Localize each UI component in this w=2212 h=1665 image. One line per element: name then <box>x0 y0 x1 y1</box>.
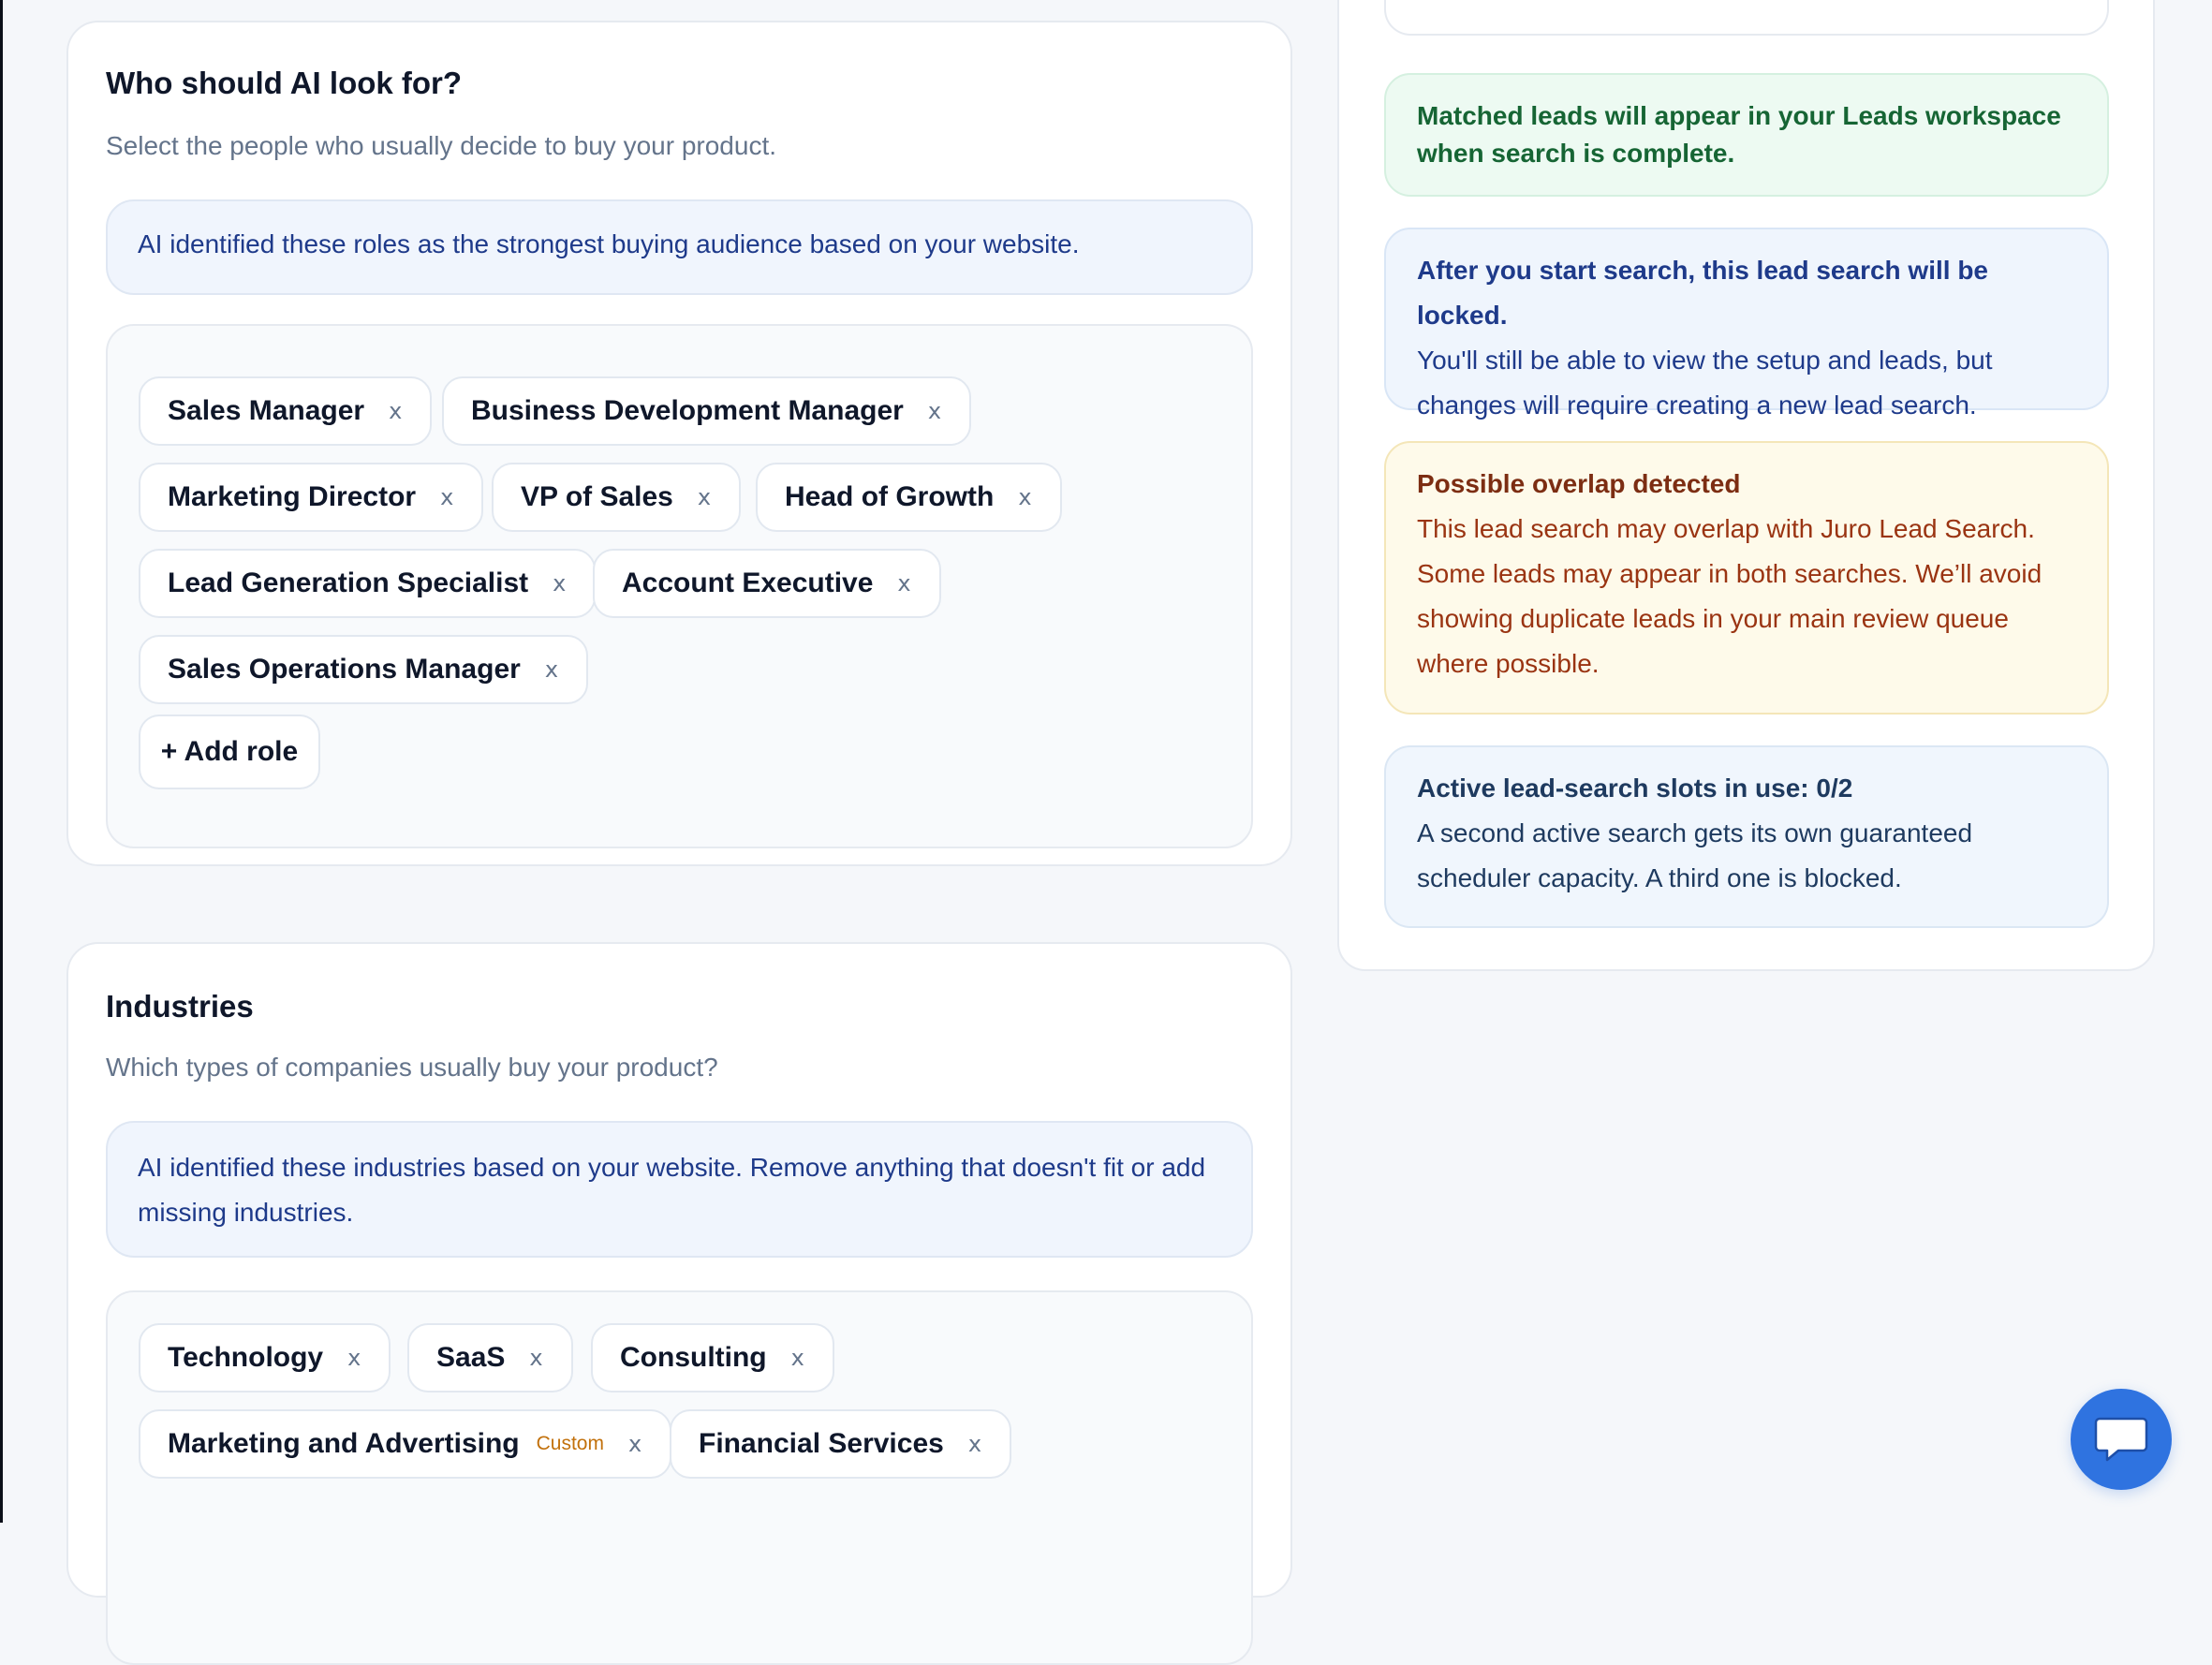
overlap-warning-title: Possible overlap detected <box>1417 469 1741 498</box>
remove-industry-button[interactable]: x <box>627 1431 642 1457</box>
remove-industry-button[interactable]: x <box>967 1431 982 1457</box>
slots-info <box>1384 745 2109 928</box>
audience-ai-note: AI identified these roles as the strongest buying audience based on your website. <box>106 199 1253 295</box>
industries-card <box>66 942 1292 1598</box>
industry-chip-label: Consulting <box>620 1342 767 1373</box>
remove-role-button[interactable]: x <box>897 570 911 597</box>
role-chip <box>139 549 596 618</box>
role-chip-label: Sales Manager <box>168 395 365 426</box>
chat-bubble-icon <box>2092 1413 2150 1466</box>
industries-ai-note: AI identified these industries based on your website. Remove anything that doesn't fit or add missing industries. <box>106 1121 1253 1258</box>
remove-role-button[interactable]: x <box>389 398 403 424</box>
role-chip-label: Lead Generation Specialist <box>168 567 529 598</box>
audience-subtitle: Select the people who usually decide to buy your product. <box>106 131 777 160</box>
industries-title: Industries <box>106 989 254 1024</box>
slots-info-body: A second active search gets its own guaranteed scheduler capacity. A third one is blocked. <box>1417 818 1973 892</box>
add-role-button[interactable]: + Add role <box>139 715 320 789</box>
remove-role-button[interactable]: x <box>697 484 712 510</box>
remove-role-button[interactable]: x <box>440 484 454 510</box>
overlap-warning <box>1384 441 2109 715</box>
success-message: Matched leads will appear in your Leads workspace when search is complete. <box>1384 73 2109 197</box>
lock-notice-title: After you start search, this lead search will be locked. <box>1417 256 1988 330</box>
industry-chip <box>139 1409 671 1479</box>
audience-title: Who should AI look for? <box>106 66 463 100</box>
industry-chip <box>407 1323 573 1392</box>
role-chip <box>139 635 588 704</box>
remove-role-button[interactable]: x <box>927 398 942 424</box>
industry-chip <box>670 1409 1011 1479</box>
role-chip <box>442 376 971 446</box>
search-summary-panel <box>1337 0 2155 971</box>
overlap-warning-body: This lead search may overlap with Juro Lead Search. Some leads may appear in both searches. We’ll avoid showing duplicate leads in your main review queue where possible. <box>1417 514 2042 678</box>
roles-chip-area <box>106 324 1253 848</box>
remove-role-button[interactable]: x <box>544 656 559 683</box>
custom-badge: Custom <box>536 1433 604 1454</box>
remove-industry-button[interactable]: x <box>347 1345 361 1371</box>
role-chip-label: Business Development Manager <box>471 395 904 426</box>
lock-notice-body: You'll still be able to view the setup and leads, but changes will require creating a new lead search. <box>1417 346 1993 420</box>
role-chip-label: Sales Operations Manager <box>168 654 521 685</box>
summary-item-partial <box>1384 0 2109 36</box>
role-chip-label: Marketing Director <box>168 481 417 512</box>
lock-notice <box>1384 228 2109 420</box>
remove-role-button[interactable]: x <box>553 570 567 597</box>
industry-chip-label: Technology <box>168 1342 324 1373</box>
industry-chip-label: Marketing and Advertising <box>168 1428 520 1459</box>
chat-button[interactable] <box>2071 1389 2172 1490</box>
role-chip <box>492 463 741 532</box>
industries-chip-area <box>106 1290 1253 1665</box>
role-chip-label: Head of Growth <box>785 481 995 512</box>
role-chip <box>139 376 432 446</box>
industry-chip <box>591 1323 834 1392</box>
industry-chip-label: Financial Services <box>699 1428 944 1459</box>
industries-subtitle: Which types of companies usually buy your product? <box>106 1053 718 1082</box>
role-chip <box>756 463 1062 532</box>
role-chip <box>139 463 483 532</box>
remove-industry-button[interactable]: x <box>790 1345 804 1371</box>
industry-chip-label: SaaS <box>436 1342 506 1373</box>
role-chip-label: VP of Sales <box>521 481 673 512</box>
left-edge-bar <box>0 0 3 1523</box>
role-chip-label: Account Executive <box>622 567 874 598</box>
remove-role-button[interactable]: x <box>1018 484 1032 510</box>
remove-industry-button[interactable]: x <box>529 1345 543 1371</box>
audience-card <box>66 21 1292 866</box>
role-chip <box>593 549 941 618</box>
industry-chip <box>139 1323 391 1392</box>
slots-info-title: Active lead-search slots in use: 0/2 <box>1417 774 1853 803</box>
